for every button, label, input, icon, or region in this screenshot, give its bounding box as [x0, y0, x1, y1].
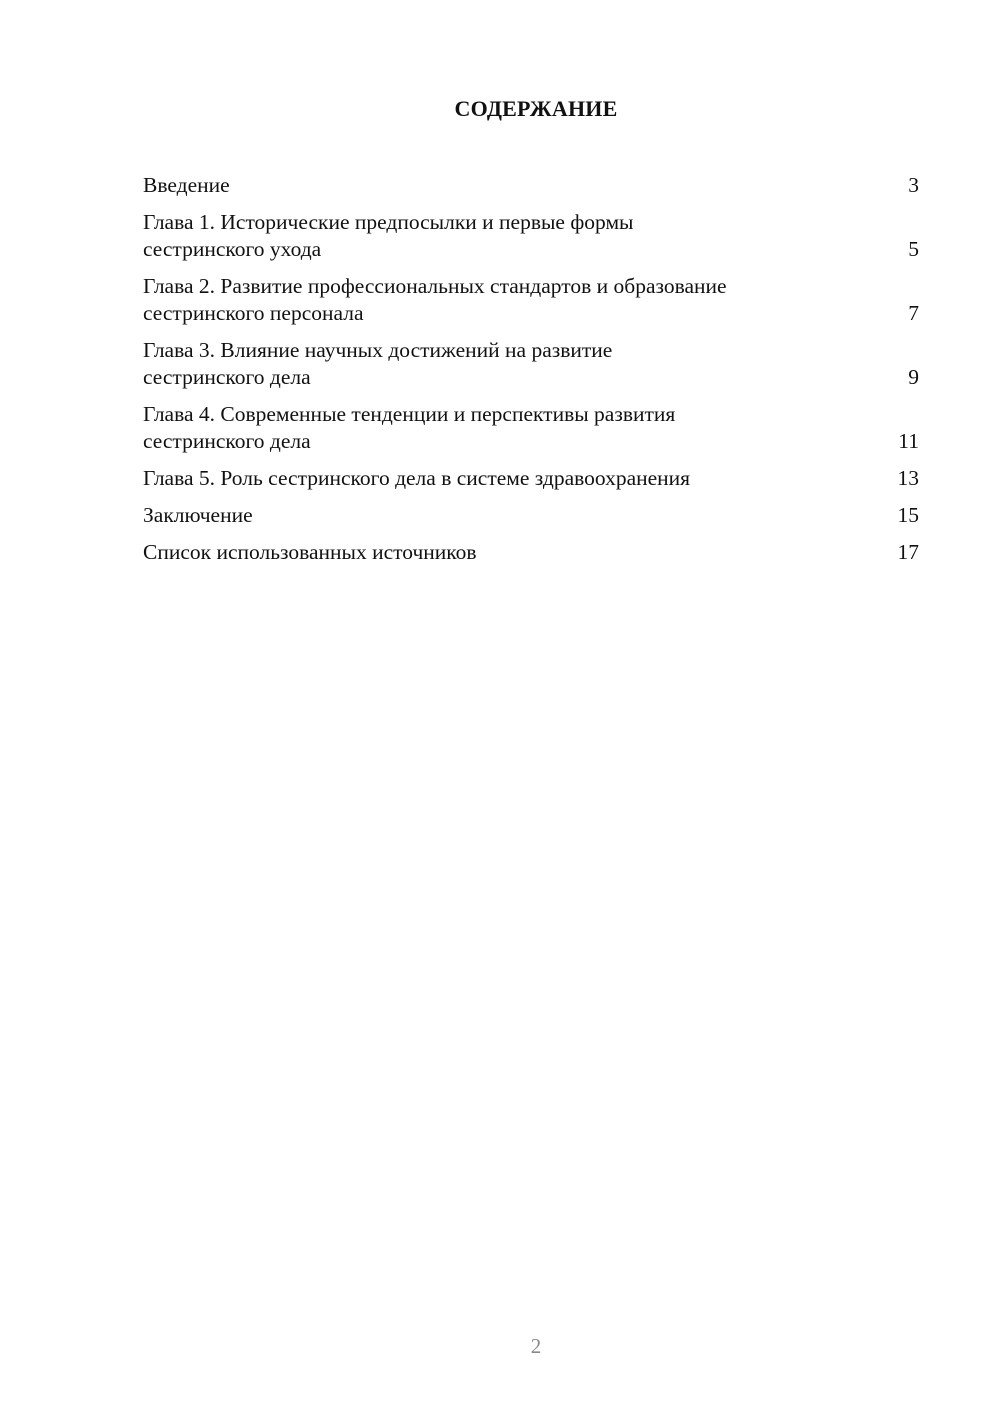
toc-entry-references: [143, 539, 919, 566]
toc-entry-line: Список использованных источников: [143, 540, 477, 564]
toc-entry-chapter-3: [143, 337, 919, 391]
toc-entry-line: Глава 1. Исторические предпосылки и первые формы: [143, 210, 634, 234]
toc-entry-page: 3: [908, 173, 919, 197]
toc-entry-text: [143, 465, 891, 492]
toc-entry-introduction: [143, 172, 919, 199]
toc-entry-text: [143, 337, 891, 391]
toc-entry-line: сестринского дела: [143, 429, 311, 453]
toc-entry-line: Заключение: [143, 503, 253, 527]
toc-entry-text: [143, 172, 891, 199]
toc-entry-chapter-5: [143, 465, 919, 492]
toc-entry-line: Глава 2. Развитие профессиональных стандартов и образование: [143, 274, 727, 298]
toc-entry-page: 9: [908, 365, 919, 389]
toc-entry-chapter-4: [143, 401, 919, 455]
toc-entry-line: Глава 3. Влияние научных достижений на развитие: [143, 338, 613, 362]
toc-entry-text: [143, 401, 891, 455]
toc-entry-line: сестринского персонала: [143, 301, 364, 325]
toc-entry-line: сестринского дела: [143, 365, 311, 389]
toc-entry-page: 7: [908, 301, 919, 325]
toc-entry-text: [143, 502, 891, 529]
toc-entry-line: Глава 4. Современные тенденции и перспективы развития: [143, 402, 676, 426]
table-of-contents: [143, 172, 919, 576]
toc-title: СОДЕРЖАНИЕ: [454, 96, 618, 121]
toc-entry-page: 13: [897, 466, 919, 490]
toc-entry-line: сестринского ухода: [143, 237, 322, 261]
toc-entry-page: 11: [898, 429, 919, 453]
toc-entry-conclusion: [143, 502, 919, 529]
toc-entry-line: Глава 5. Роль сестринского дела в системе здравоохранения: [143, 466, 691, 490]
toc-entry-chapter-1: [143, 209, 919, 263]
toc-entry-line: Введение: [143, 173, 230, 197]
toc-entry-text: [143, 273, 891, 327]
toc-entry-text: [143, 539, 891, 566]
toc-entry-page: 15: [897, 503, 919, 527]
toc-entry-chapter-2: [143, 273, 919, 327]
toc-entry-text: [143, 209, 891, 263]
toc-entry-page: 17: [897, 540, 919, 564]
page-number: 2: [530, 1334, 542, 1358]
toc-entry-page: 5: [908, 237, 919, 261]
